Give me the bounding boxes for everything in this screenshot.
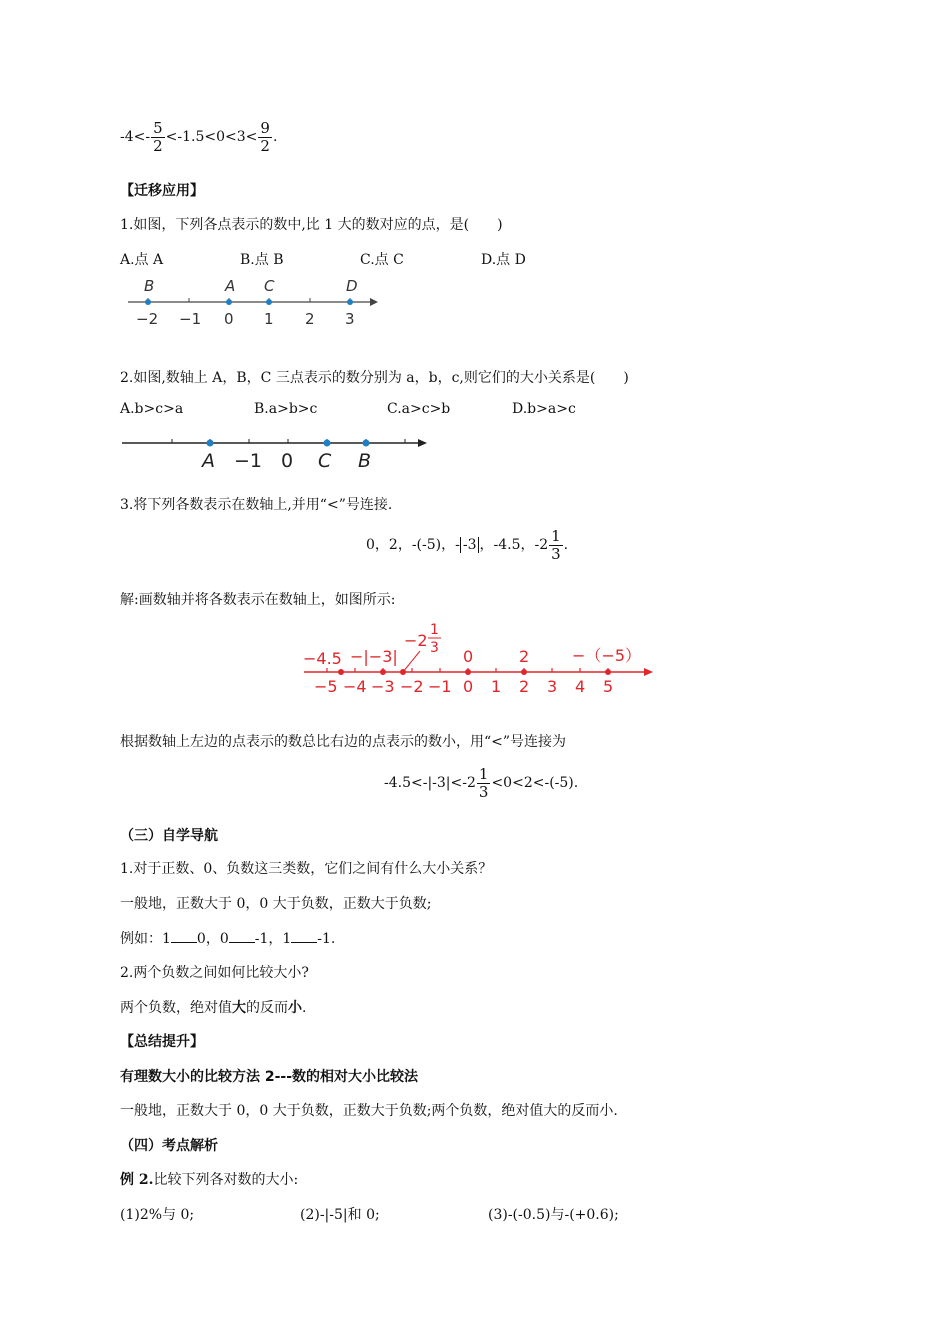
point-b-dot (363, 440, 370, 447)
tick-neg3: −3 (371, 677, 395, 696)
q3-solution: 解:画数轴并将各数表示在数轴上，如图所示: (120, 592, 396, 608)
label-neg-abs3: −|−3| (350, 647, 398, 666)
q1-option-b: B.点 B (240, 252, 284, 268)
label-c: C (318, 450, 332, 472)
q1-option-a: A.点 A (120, 252, 164, 268)
section3-q1: 1.对于正数、0、负数这三类数，它们之间有什么大小关系？ (120, 861, 493, 877)
tick-neg1: −1 (428, 677, 452, 696)
label-d: D (346, 277, 358, 295)
tick-neg2: −2 (136, 310, 159, 328)
section3-a1: 一般地，正数大于 0，0 大于负数，正数大于负数; (120, 896, 432, 912)
section3-example: 例如：1 0，0 -1，1 -1. (120, 931, 336, 947)
tick-0: 0 (224, 310, 234, 328)
label-frac-num: 1 (430, 622, 439, 638)
tick-neg5: −5 (314, 677, 338, 696)
label-b: B (358, 450, 372, 472)
label-b: B (144, 277, 155, 295)
point-d-dot (347, 299, 353, 305)
tick-2: 2 (305, 310, 315, 328)
q2-option-b: B.a>b>c (254, 401, 318, 417)
q1-number-line (120, 272, 390, 332)
tick-2: 2 (519, 677, 530, 696)
example2-item-1: (1)2%与 0; (120, 1207, 195, 1223)
point-c-dot (324, 440, 331, 447)
label-two: 2 (519, 647, 530, 666)
summary-text: 一般地，正数大于 0，0 大于负数，正数大于负数;两个负数，绝对值大的反而小. (120, 1103, 618, 1119)
tick-5: 5 (603, 677, 614, 696)
tick-neg4: −4 (343, 677, 367, 696)
label-c: C (264, 277, 275, 295)
example2-item-2: (2)-|-5|和 0; (300, 1207, 380, 1223)
q2-number-line (120, 430, 440, 476)
label-neg1: −1 (234, 450, 263, 472)
section3-title: （三）自学导航 (120, 828, 218, 844)
tick-3: 3 (547, 677, 558, 696)
tick-neg1: −1 (179, 310, 202, 328)
q2-option-a: A.b>c>a (120, 401, 184, 417)
label-a: A (225, 277, 236, 295)
q2-stem: 2.如图,数轴上 A，B，C 三点表示的数分别为 a，b，c,则它们的大小关系是( ) (120, 370, 629, 386)
label-neg-neg5: −（−5） (572, 646, 641, 665)
q3-red-number-line (300, 618, 660, 698)
label-0: 0 (281, 450, 294, 472)
q1-option-c: C.点 C (360, 252, 404, 268)
q3-conclusion: 根据数轴上左边的点表示的数总比右边的点表示的数小，用“<”号连接为 (120, 734, 567, 750)
section4-title: （四）考点解析 (120, 1138, 218, 1154)
tick-1: 1 (264, 310, 274, 328)
section3-q2: 2.两个负数之间如何比较大小? (120, 965, 309, 981)
inequality-line: -4<- $\frac{5}{2}$ <-1.5<0<3< $\frac{9}{2}$ . (120, 119, 278, 155)
label-a: A (202, 450, 215, 472)
label-neg4-5: −4.5 (303, 649, 342, 668)
q1-stem: 1.如图，下列各点表示的数中,比 1 大的数对应的点，是( ) (120, 217, 503, 233)
q3-numbers: 0，2，-(-5)，- -3 ，-4.5，-2 $\frac{1}{3}$ . (366, 527, 569, 563)
q3-chain: -4.5<-|-3|<-2 $\frac{1}{3}$ <0<2<-(-5). (384, 765, 579, 801)
q2-option-d: D.b>a>c (512, 401, 576, 417)
q3-stem: 3.将下列各数表示在数轴上,并用“<”号连接. (120, 497, 393, 513)
tick-3: 3 (345, 310, 355, 328)
point-a-dot (226, 299, 232, 305)
example2-item-3: (3)-(-0.5)与-(+0.6); (488, 1207, 619, 1223)
tick-1: 1 (491, 677, 502, 696)
section-transfer-title: 【迁移应用】 (120, 183, 204, 199)
label-zero: 0 (463, 647, 474, 666)
example2: 例 2.比较下列各对数的大小: (120, 1172, 299, 1188)
abs-value: -3 (460, 537, 480, 553)
tick-0: 0 (463, 677, 474, 696)
label-neg2-whole: −2 (404, 631, 428, 650)
tick-4: 4 (575, 677, 586, 696)
summary-method: 有理数大小的比较方法 2---数的相对大小比较法 (120, 1069, 419, 1085)
point-c-dot (266, 299, 272, 305)
point-b-dot (145, 299, 151, 305)
tick-neg2: −2 (400, 677, 424, 696)
q1-option-d: D.点 D (481, 252, 526, 268)
section3-a2: 两个负数，绝对值大的反而小. (120, 1000, 307, 1016)
label-frac-den: 3 (430, 640, 439, 656)
q2-option-c: C.a>c>b (387, 401, 451, 417)
summary-title: 【总结提升】 (120, 1034, 204, 1050)
point-a-dot (207, 440, 214, 447)
